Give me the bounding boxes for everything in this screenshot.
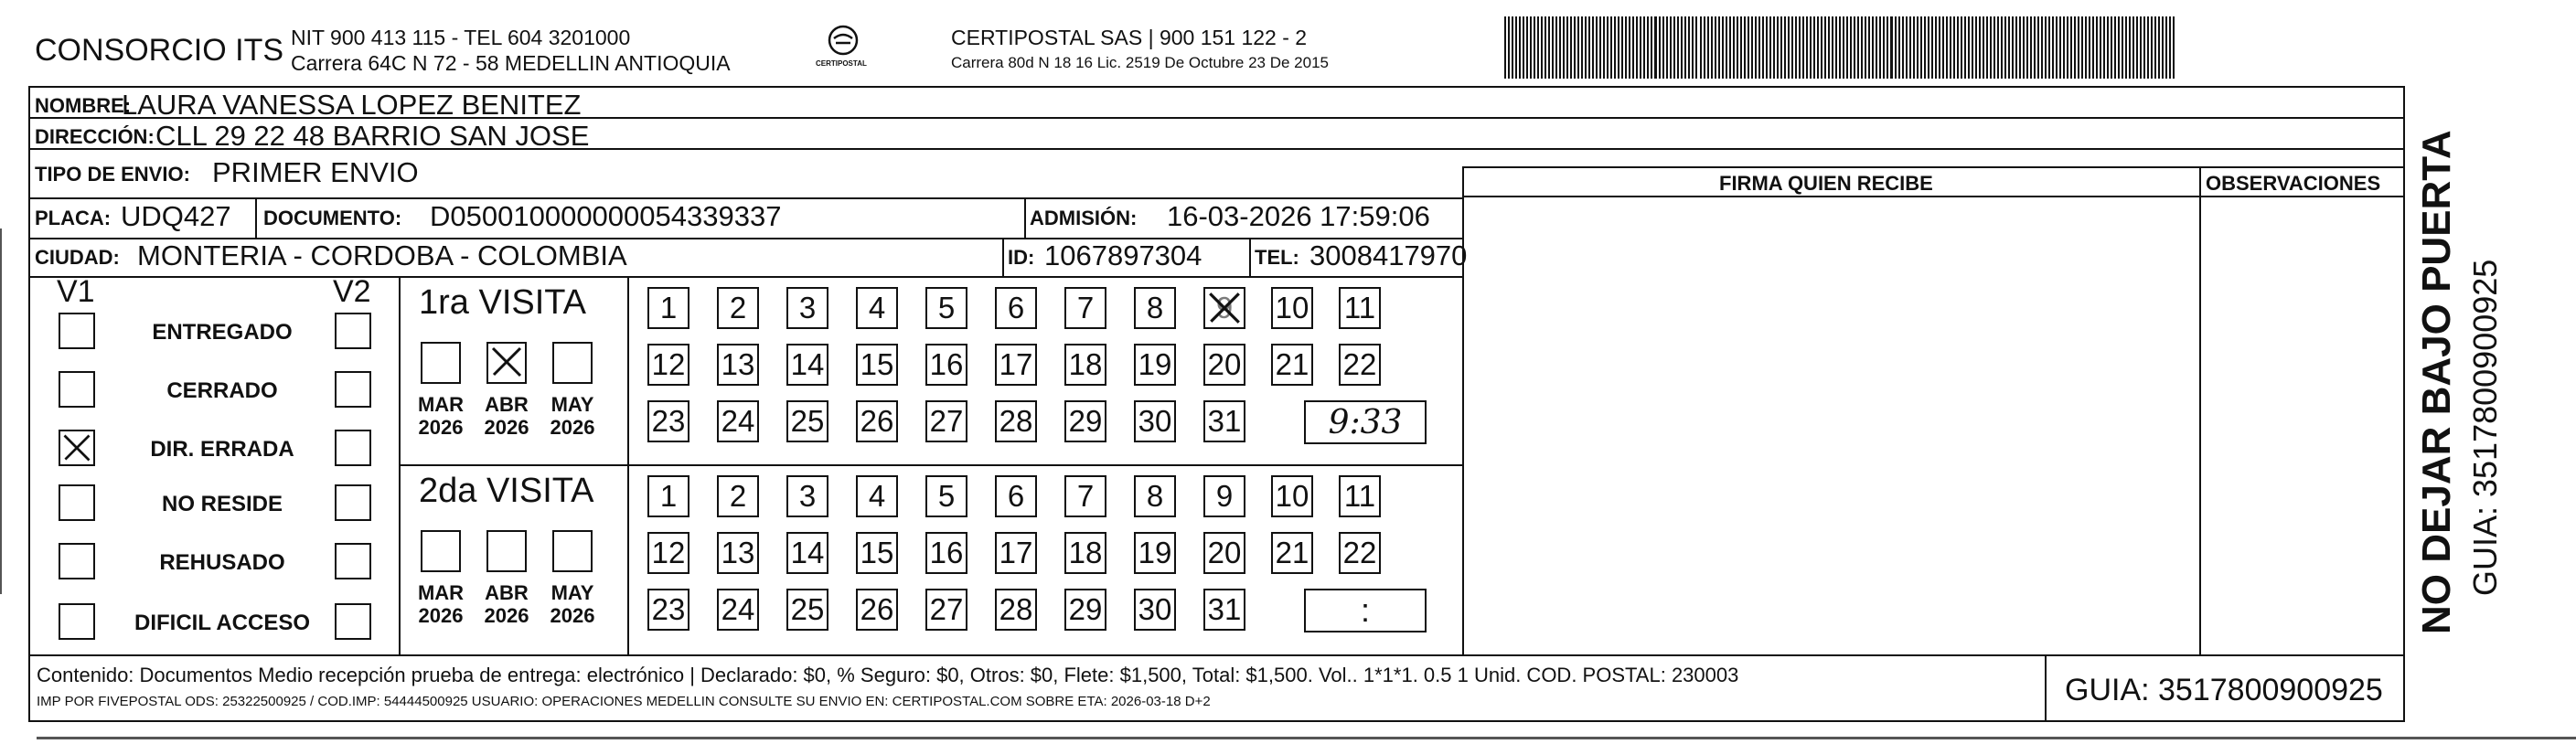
day-number: 30	[1138, 592, 1172, 626]
day-number: 23	[651, 404, 686, 438]
day-number: 8	[1146, 479, 1164, 513]
month-year: 2026	[484, 416, 529, 440]
day-number: 15	[860, 536, 894, 569]
month-checkbox[interactable]	[552, 530, 593, 572]
day-box[interactable]	[786, 475, 828, 517]
courier-name: CERTIPOSTAL SAS | 900 151 122 - 2	[951, 26, 1308, 49]
day-box[interactable]	[786, 287, 828, 329]
time-box[interactable]	[1304, 589, 1427, 632]
day-box[interactable]	[1064, 400, 1106, 442]
day-number: 20	[1207, 347, 1242, 381]
company-nit: NIT 900 413 115 - TEL 604 3201000	[291, 26, 631, 49]
nombre-value: LAURA VANESSA LOPEZ BENITEZ	[122, 89, 582, 121]
day-number: 10	[1275, 291, 1309, 324]
day-box[interactable]	[1271, 344, 1313, 386]
day-box[interactable]	[995, 475, 1037, 517]
company-name: CONSORCIO ITS	[35, 33, 284, 68]
v1-label: V1	[57, 274, 95, 309]
day-number: 7	[1076, 291, 1095, 324]
day-box[interactable]	[1064, 589, 1106, 631]
month-name: ABR	[485, 393, 529, 416]
day-number: 28	[999, 592, 1033, 626]
day-number: 9	[1215, 291, 1234, 324]
day-number: 12	[651, 347, 686, 381]
day-number: 7	[1076, 479, 1095, 513]
day-number: 3	[798, 291, 817, 324]
company-address: Carrera 64C N 72 - 58 MEDELLIN ANTIOQUIA	[291, 51, 731, 75]
day-number: 1	[659, 479, 678, 513]
month-label	[543, 393, 602, 440]
no-dejar-bajo-puerta: NO DEJAR BAJO PUERTA	[2414, 130, 2459, 634]
day-box[interactable]	[717, 287, 759, 329]
day-number: 26	[860, 592, 894, 626]
day-box[interactable]	[1271, 475, 1313, 517]
day-number: 25	[790, 592, 825, 626]
documento-value: D050010000000054339337	[430, 200, 782, 232]
day-number: 31	[1207, 592, 1242, 626]
day-box[interactable]	[786, 344, 828, 386]
day-number: 2	[729, 479, 747, 513]
barcode	[1502, 16, 2179, 79]
admision-value: 16-03-2026 17:59:06	[1167, 200, 1430, 232]
status-label: DIFICIL ACCESO	[134, 611, 310, 635]
day-box[interactable]	[1203, 532, 1245, 574]
status-v1-checkbox[interactable]	[59, 543, 95, 579]
day-number: 12	[651, 536, 686, 569]
month-label	[543, 581, 602, 628]
day-box[interactable]	[1203, 589, 1245, 631]
day-box[interactable]	[856, 287, 898, 329]
day-box[interactable]	[925, 475, 967, 517]
day-box[interactable]	[1064, 532, 1106, 574]
v2-label: V2	[333, 274, 371, 309]
day-number: 14	[790, 536, 825, 569]
month-name: MAY	[550, 581, 594, 604]
month-checkbox[interactable]	[421, 530, 461, 572]
day-number: 18	[1068, 536, 1103, 569]
day-number: 4	[868, 291, 886, 324]
day-box[interactable]	[1203, 287, 1245, 329]
logo-text: CERTIPOSTAL	[816, 59, 867, 68]
day-box[interactable]	[995, 400, 1037, 442]
placa-value: UDQ427	[121, 200, 231, 232]
day-number: 24	[721, 404, 755, 438]
day-number: 27	[929, 592, 964, 626]
day-box[interactable]	[1271, 287, 1313, 329]
day-box[interactable]	[995, 344, 1037, 386]
day-number: 26	[860, 404, 894, 438]
day-number: 13	[721, 347, 755, 381]
direccion-value: CLL 29 22 48 BARRIO SAN JOSE	[155, 120, 590, 152]
tel-label: TEL:	[1255, 246, 1299, 269]
month-name: MAR	[417, 393, 465, 416]
day-number: 8	[1146, 291, 1164, 324]
placa-label: PLACA:	[35, 207, 112, 229]
status-v2-checkbox[interactable]	[335, 484, 371, 521]
day-box[interactable]	[1203, 400, 1245, 442]
day-number: 16	[929, 347, 964, 381]
status-v2-checkbox[interactable]	[335, 603, 371, 640]
day-number: 30	[1138, 404, 1172, 438]
day-box[interactable]	[717, 532, 759, 574]
tipo-envio-label: TIPO DE ENVIO:	[35, 163, 190, 186]
status-label: CERRADO	[166, 378, 278, 403]
day-box[interactable]	[1203, 344, 1245, 386]
status-label: ENTREGADO	[152, 320, 293, 345]
guia-vertical: GUIA: 3517800900925	[2466, 259, 2504, 596]
day-box[interactable]	[995, 287, 1037, 329]
day-box[interactable]	[856, 475, 898, 517]
month-name: MAR	[417, 581, 465, 604]
day-number: 28	[999, 404, 1033, 438]
day-number: 1	[659, 291, 678, 324]
firma-label: FIRMA QUIEN RECIBE	[1719, 172, 1933, 195]
ciudad-label: CIUDAD:	[35, 246, 120, 269]
day-number: 22	[1342, 536, 1377, 569]
status-v2-checkbox[interactable]	[335, 313, 371, 349]
month-checkbox[interactable]	[421, 342, 461, 384]
day-box[interactable]	[717, 589, 759, 631]
month-label	[412, 581, 470, 628]
direccion-label: DIRECCIÓN:	[35, 125, 155, 148]
day-box[interactable]	[1134, 532, 1176, 574]
visit2-title: 2da VISITA	[419, 472, 594, 510]
day-number: 13	[721, 536, 755, 569]
day-box[interactable]	[1339, 287, 1381, 329]
status-v1-checkbox[interactable]	[59, 313, 95, 349]
day-number: 18	[1068, 347, 1103, 381]
day-box[interactable]	[786, 532, 828, 574]
day-box[interactable]	[786, 589, 828, 631]
visit1-title: 1ra VISITA	[419, 283, 587, 322]
month-label	[412, 393, 470, 440]
tipo-envio-value: PRIMER ENVIO	[212, 156, 419, 188]
day-number: 5	[937, 479, 956, 513]
day-number: 21	[1275, 347, 1309, 381]
day-number: 6	[1007, 479, 1025, 513]
month-checkbox[interactable]	[486, 530, 527, 572]
day-number: 11	[1343, 291, 1376, 324]
time-value: 9:33	[1328, 403, 1403, 441]
day-box[interactable]	[717, 475, 759, 517]
status-v1-checkbox[interactable]	[59, 430, 95, 466]
month-year: 2026	[418, 416, 464, 440]
day-number: 29	[1068, 592, 1103, 626]
day-box[interactable]	[647, 475, 689, 517]
day-number: 10	[1275, 479, 1309, 513]
day-number: 27	[929, 404, 964, 438]
status-v2-checkbox[interactable]	[335, 430, 371, 466]
tel-value: 3008417970	[1309, 239, 1468, 271]
day-number: 24	[721, 592, 755, 626]
month-label	[477, 393, 536, 440]
day-box[interactable]	[856, 344, 898, 386]
day-box[interactable]	[995, 589, 1037, 631]
month-checkbox[interactable]	[552, 342, 593, 384]
day-box[interactable]	[1064, 475, 1106, 517]
day-number: 17	[999, 347, 1033, 381]
observaciones-label: OBSERVACIONES	[2206, 172, 2381, 195]
day-box[interactable]	[1064, 287, 1106, 329]
day-box[interactable]	[925, 532, 967, 574]
time-box[interactable]	[1304, 400, 1427, 444]
day-box[interactable]	[1134, 344, 1176, 386]
day-box[interactable]	[925, 589, 967, 631]
month-year: 2026	[484, 604, 529, 628]
day-box[interactable]	[856, 589, 898, 631]
day-number: 9	[1215, 479, 1234, 513]
day-box[interactable]	[647, 400, 689, 442]
day-box[interactable]	[647, 589, 689, 631]
certipostal-logo	[810, 22, 876, 77]
day-box[interactable]	[1134, 475, 1176, 517]
day-box[interactable]	[1134, 589, 1176, 631]
day-box[interactable]	[647, 532, 689, 574]
status-label: REHUSADO	[159, 550, 285, 575]
day-number: 19	[1138, 347, 1172, 381]
admision-label: ADMISIÓN:	[1030, 207, 1138, 229]
day-box[interactable]	[647, 344, 689, 386]
day-number: 31	[1207, 404, 1242, 438]
day-box[interactable]	[1339, 344, 1381, 386]
status-label: NO RESIDE	[161, 492, 283, 516]
day-box[interactable]	[1271, 532, 1313, 574]
day-box[interactable]	[647, 287, 689, 329]
day-box[interactable]	[1064, 344, 1106, 386]
status-v1-checkbox[interactable]	[59, 484, 95, 521]
day-number: 19	[1138, 536, 1172, 569]
day-box[interactable]	[717, 344, 759, 386]
obs-col-line	[2199, 166, 2203, 656]
documento-label: DOCUMENTO:	[263, 207, 402, 229]
day-number: 6	[1007, 291, 1025, 324]
day-box[interactable]	[856, 400, 898, 442]
footer-contenido: Contenido: Documentos Medio recepción prueba de entrega: electrónico | Declarado: $0, % Seguro: $0, Otros: $0, Flete: $1,500, Total: $1,500. Vol.. 1*1*1. 0.5 1 Unid. COD. POSTAL: 230003	[37, 664, 1739, 686]
month-checkbox[interactable]	[486, 342, 527, 384]
day-number: 3	[798, 479, 817, 513]
day-number: 29	[1068, 404, 1103, 438]
day-number: 11	[1343, 479, 1376, 513]
month-year: 2026	[550, 416, 595, 440]
day-number: 15	[860, 347, 894, 381]
day-box[interactable]	[925, 287, 967, 329]
day-number: 20	[1207, 536, 1242, 569]
month-name: MAY	[550, 393, 594, 416]
day-box[interactable]	[1203, 475, 1245, 517]
time-value: :	[1360, 591, 1370, 629]
ciudad-value: MONTERIA - CORDOBA - COLOMBIA	[137, 239, 627, 271]
id-label: ID:	[1008, 246, 1035, 269]
day-box[interactable]	[995, 532, 1037, 574]
month-label	[477, 581, 536, 628]
day-number: 14	[790, 347, 825, 381]
status-v1-checkbox[interactable]	[59, 603, 95, 640]
day-number: 17	[999, 536, 1033, 569]
day-box[interactable]	[856, 532, 898, 574]
courier-license: Carrera 80d N 18 16 Lic. 2519 De Octubre 23 De 2015	[951, 54, 1329, 71]
day-box[interactable]	[1339, 475, 1381, 517]
day-number: 5	[937, 291, 956, 324]
month-name: ABR	[485, 581, 529, 604]
day-box[interactable]	[1339, 532, 1381, 574]
day-box[interactable]	[925, 344, 967, 386]
day-box[interactable]	[1134, 287, 1176, 329]
day-box[interactable]	[786, 400, 828, 442]
footer-imp: IMP POR FIVEPOSTAL ODS: 25322500925 / COD.IMP: 54444500925 USUARIO: OPERACIONES MEDELLIN CONSULTE SU ENVIO EN: CERTIPOSTAL.COM SOBRE ETA: 2026-03-18 D+2	[37, 694, 1211, 709]
day-number: 2	[729, 291, 747, 324]
day-number: 25	[790, 404, 825, 438]
day-number: 4	[868, 479, 886, 513]
month-year: 2026	[550, 604, 595, 628]
day-box[interactable]	[1134, 400, 1176, 442]
day-number: 23	[651, 592, 686, 626]
id-value: 1067897304	[1044, 239, 1202, 271]
status-label: DIR. ERRADA	[150, 437, 294, 462]
day-box[interactable]	[925, 400, 967, 442]
day-number: 22	[1342, 347, 1377, 381]
status-v2-checkbox[interactable]	[335, 371, 371, 408]
day-box[interactable]	[717, 400, 759, 442]
nombre-label: NOMBRE:	[35, 94, 132, 117]
status-v1-checkbox[interactable]	[59, 371, 95, 408]
day-number: 21	[1275, 536, 1309, 569]
status-v2-checkbox[interactable]	[335, 543, 371, 579]
footer-guia: GUIA: 3517800900925	[2065, 673, 2383, 707]
day-number: 16	[929, 536, 964, 569]
month-year: 2026	[418, 604, 464, 628]
